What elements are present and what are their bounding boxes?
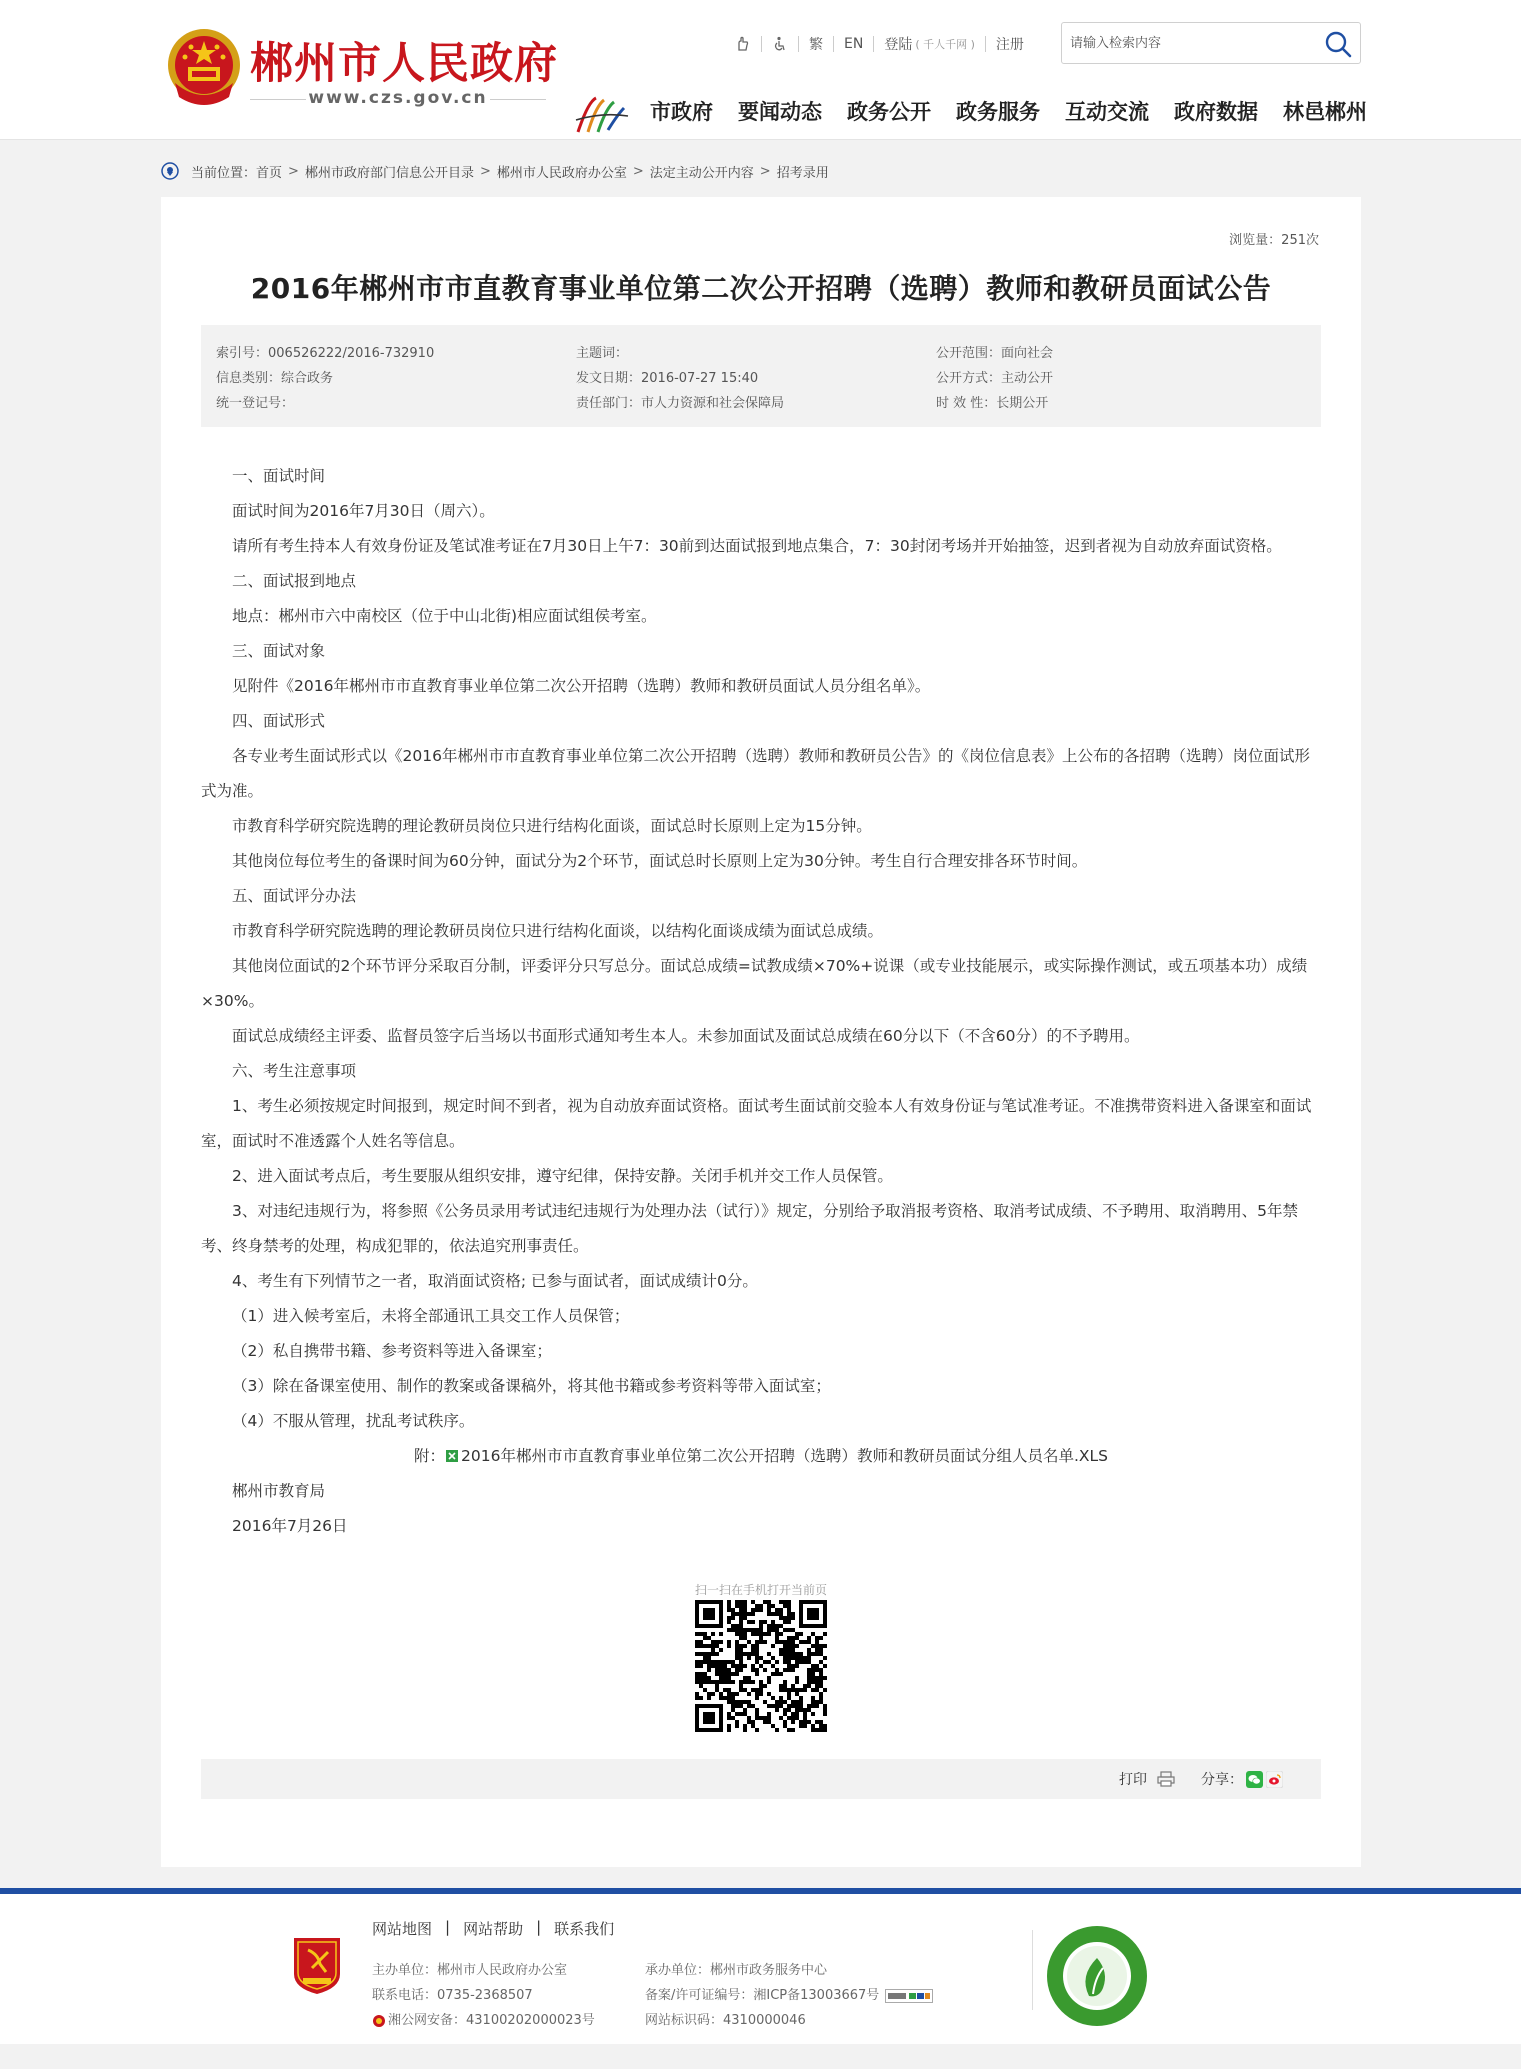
site-header: [0, 0, 1521, 140]
view-count: 浏览量：251次: [1229, 233, 1319, 248]
article-container: [161, 197, 1361, 1867]
paragraph: 3、对违纪违规行为，将参照《公务员录用考试违纪违规行为处理办法（试行）》规定，分别给予取消报考资格、取消考试成绩、不予聘用、取消聘用、5年禁考、终身禁考的处理，构成犯罪的，依法追究刑事责任。: [201, 1202, 1298, 1255]
breadcrumb-home[interactable]: 首页: [256, 165, 283, 181]
paragraph: 面试总成绩经主评委、监督员签字后当场以书面形式通知考生本人。未参加面试及面试总成绩在60分以下（不含60分）的不予聘用。: [232, 1027, 1140, 1045]
breadcrumb: [161, 161, 829, 181]
login-note: ( 千人千网 ): [915, 38, 975, 51]
footer-police-line: [372, 2008, 595, 2033]
meta-scope: 公开范围：面向社会: [936, 346, 1054, 361]
footer-phone: 联系电话：0735-2368507: [372, 1988, 533, 2003]
print-label: 打印: [1119, 1772, 1147, 1788]
top-toolbar: [725, 34, 1034, 54]
nav-item-interaction[interactable]: 互动交流: [1065, 100, 1149, 124]
breadcrumb-label: 当前位置：: [191, 165, 257, 181]
attachment-link[interactable]: 2016年郴州市市直教育事业单位第二次公开招聘（选聘）教师和教研员面试分组人员名单.XLS: [461, 1447, 1108, 1465]
share-label: 分享：: [1201, 1772, 1243, 1788]
paragraph: 各专业考生面试形式以《2016年郴州市市直教育事业单位第二次公开招聘（选聘）教师和教研员公告》的《岗位信息表》上公布的各招聘（选聘）岗位面试形式为准。: [201, 747, 1310, 800]
breadcrumb-separator: >: [479, 163, 491, 179]
breadcrumb-separator: >: [632, 163, 644, 179]
breadcrumb-dept-directory[interactable]: 郴州市政府部门信息公开目录: [304, 165, 474, 181]
footer-link-contact[interactable]: 联系我们: [554, 1920, 615, 1938]
meta-keywords: 主题词：: [576, 346, 629, 361]
attachment-line: [201, 1439, 1321, 1474]
list-item: （2）私自携带书籍、参考资料等进入备课室；: [232, 1342, 552, 1360]
register-link[interactable]: 注册: [995, 37, 1024, 53]
qr-code: [695, 1600, 827, 1732]
footer-operator: 承办单位：郴州市政务服务中心: [645, 1963, 828, 1978]
meta-issue-date: 发文日期：2016-07-27 15:40: [576, 371, 759, 386]
footer-info-left: [372, 1958, 595, 2033]
share-bar: [201, 1759, 1321, 1799]
paragraph: 地点：郴州市六中南校区（位于中山北街)相应面试组侯考室。: [232, 607, 657, 625]
list-item: （3）除在备课室使用、制作的教案或备课稿外，将其他书籍或参考资料等带入面试室；: [232, 1377, 831, 1395]
print-icon: [1157, 1771, 1175, 1787]
site-url: www.czs.gov.cn: [250, 88, 546, 108]
wechat-icon[interactable]: [1246, 1771, 1263, 1788]
footer-info-right: [645, 1958, 933, 2033]
page-bottom-strip: [0, 2044, 1521, 2069]
paragraph: 面试时间为2016年7月30日（周六）。: [232, 502, 495, 520]
nav-item-city-government[interactable]: 市政府: [650, 100, 713, 124]
xls-file-icon: [445, 1449, 459, 1463]
search-icon[interactable]: [1324, 30, 1352, 58]
breadcrumb-gov-office[interactable]: 郴州市人民政府办公室: [496, 165, 627, 181]
accessibility-icon[interactable]: [762, 36, 799, 52]
breadcrumb-statutory-content[interactable]: 法定主动公开内容: [649, 165, 754, 181]
section-heading: 六、考生注意事项: [232, 1062, 357, 1080]
article-meta-table: [201, 325, 1321, 427]
paragraph: 4、考生有下列情节之一者，取消面试资格; 已参与面试者，面试成绩计0分。: [232, 1272, 758, 1290]
breadcrumb-recruitment[interactable]: 招考录用: [776, 165, 829, 181]
site-name[interactable]: 郴州市人民政府: [250, 39, 558, 89]
footer-link-separator: |: [445, 1918, 451, 1936]
english-link[interactable]: EN: [834, 36, 874, 52]
footer-link-help[interactable]: 网站帮助: [463, 1920, 524, 1938]
section-heading: 二、面试报到地点: [232, 572, 357, 590]
national-emblem-icon: [163, 25, 245, 111]
section-heading: 一、面试时间: [232, 467, 326, 485]
meta-category: 信息类别：综合政务: [216, 371, 334, 386]
section-heading: 五、面试评分办法: [232, 887, 357, 905]
signature-date: 2016年7月26日: [232, 1517, 348, 1535]
nav-item-gov-affairs-public[interactable]: 政务公开: [847, 100, 931, 124]
qr-label: 扫一扫在手机打开当前页: [694, 1583, 827, 1597]
main-nav: [650, 96, 1367, 126]
paragraph: 市教育科学研究院选聘的理论教研员岗位只进行结构化面谈，以结构化面谈成绩为面试总成绩。: [232, 922, 884, 940]
weibo-icon[interactable]: [1266, 1771, 1283, 1788]
paragraph: 请所有考生持本人有效身份证及笔试准考证在7月30日上午7：30前到达面试报到地点集合，7：30封闭考场并开始抽签，迟到者视为自动放弃面试资格。: [232, 537, 1282, 555]
meta-validity: 时 效 性：长期公开: [936, 396, 1049, 411]
meta-index-no: 索引号：006526222/2016-732910: [216, 346, 435, 361]
paragraph: 其他岗位每位考生的备课时间为60分钟，面试分为2个环节，面试总时长原则上定为30分钟。考生自行合理安排各环节时间。: [232, 852, 1088, 870]
nav-item-news[interactable]: 要闻动态: [738, 100, 822, 124]
paragraph: 2、进入面试考点后，考生要服从组织安排，遵守纪律，保持安静。关闭手机并交工作人员保管。: [232, 1167, 893, 1185]
meta-method: 公开方式：主动公开: [936, 371, 1054, 386]
signature-org: 郴州市教育局: [232, 1482, 326, 1500]
article-body: [201, 459, 1321, 1544]
civilization-website-icon[interactable]: [1045, 1924, 1149, 2028]
footer-icp[interactable]: 备案/许可证编号：湘ICP备13003667号: [645, 1988, 880, 2003]
nav-item-gov-data[interactable]: 政府数据: [1174, 100, 1258, 124]
paragraph: 市教育科学研究院选聘的理论教研员岗位只进行结构化面谈，面试总时长原则上定为15分钟。: [232, 817, 872, 835]
meta-reg-no: 统一登记号：: [216, 396, 295, 411]
article-title: 2016年郴州市市直教育事业单位第二次公开招聘（选聘）教师和教研员面试公告: [250, 272, 1272, 305]
cnzz-icon[interactable]: [885, 1989, 933, 2003]
list-item: （4）不服从管理，扰乱考试秩序。: [232, 1412, 475, 1430]
footer-police[interactable]: 湘公网安备：43100202000023号: [388, 2013, 595, 2028]
footer-host: 主办单位：郴州市人民政府办公室: [372, 1963, 568, 1978]
hand-icon[interactable]: [725, 36, 762, 52]
footer-divider: [1032, 1930, 1033, 2010]
search-box: [1061, 22, 1361, 64]
login-label: 登陆: [884, 37, 913, 53]
share-group: [1201, 1769, 1283, 1789]
paragraph: 见附件《2016年郴州市市直教育事业单位第二次公开招聘（选聘）教师和教研员面试人员分组名单》。: [232, 677, 931, 695]
party-badge-icon[interactable]: [290, 1934, 344, 1996]
traditional-chinese-link[interactable]: 繁: [799, 36, 834, 52]
section-heading: 三、面试对象: [232, 642, 326, 660]
attachment-prefix: 附：: [414, 1447, 446, 1465]
section-heading: 四、面试形式: [232, 712, 326, 730]
meta-department: 责任部门：市人力资源和社会保障局: [576, 396, 785, 411]
breadcrumb-separator: >: [759, 163, 771, 179]
list-item: （1）进入候考室后，未将全部通讯工具交工作人员保管；: [232, 1307, 630, 1325]
police-badge-icon: [372, 2014, 386, 2028]
nav-item-gov-services[interactable]: 政务服务: [956, 100, 1040, 124]
footer-icp-line: [645, 1983, 933, 2008]
nav-item-linyi-chenzhou[interactable]: 林邑郴州: [1283, 100, 1367, 124]
search-input[interactable]: [1070, 32, 1310, 54]
footer-link-sitemap[interactable]: 网站地图: [372, 1920, 433, 1938]
paragraph: 1、考生必须按规定时间报到，规定时间不到者，视为自动放弃面试资格。面试考生面试前交验本人有效身份证与笔试准考证。不准携带资料进入备课室和面试室，面试时不准透露个人姓名等信息。: [201, 1097, 1312, 1150]
footer-link-separator: |: [536, 1918, 542, 1936]
footer-links: [372, 1918, 614, 1939]
location-pin-icon: [161, 162, 179, 180]
breadcrumb-separator: >: [288, 163, 299, 179]
site-footer: [0, 1894, 1521, 2044]
print-button[interactable]: [1119, 1769, 1175, 1789]
nav-decoration-icon: [574, 92, 630, 136]
login-link[interactable]: [874, 36, 986, 52]
paragraph: 其他岗位面试的2个环节评分采取百分制，评委评分只写总分。面试总成绩=试教成绩×70%+说课（或专业技能展示，或实际操作测试，或五项基本功）成绩×30%。: [201, 957, 1308, 1010]
footer-site-code: 网站标识码：4310000046: [645, 2013, 806, 2028]
